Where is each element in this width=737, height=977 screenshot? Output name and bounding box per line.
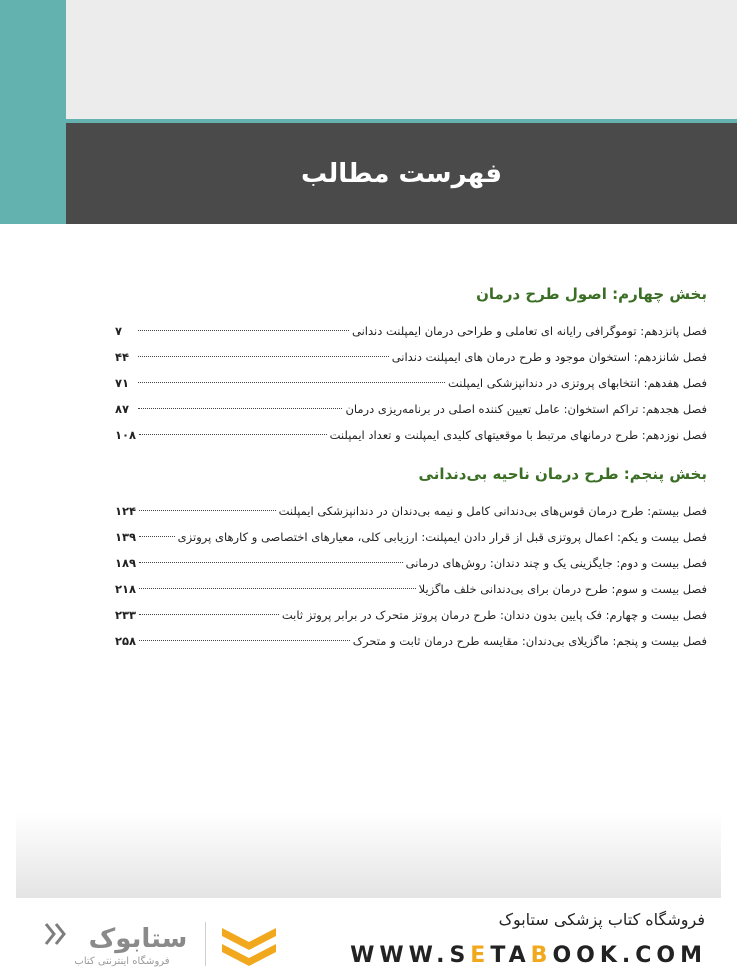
store-name: فروشگاه کتاب پزشکی ستابوک xyxy=(498,910,705,929)
toc-entry[interactable] xyxy=(115,396,707,422)
toc-entry[interactable] xyxy=(115,524,707,550)
entry-title: فصل بیست و دوم: جایگزینی یک و چند دندان: روش‌های درمانی xyxy=(405,556,707,570)
dot-leader xyxy=(139,510,276,511)
toc-entry[interactable] xyxy=(115,318,707,344)
title-banner xyxy=(66,123,737,224)
logo-text: ستابوک xyxy=(88,924,188,954)
entry-title: فصل بیست و پنجم: ماگزیلای بی‌دندان: مقایسه طرح درمان ثابت و متحرک xyxy=(352,634,707,648)
entry-title: فصل بیست و سوم: طرح درمان برای بی‌دندانی خلف ماگزیلا xyxy=(418,582,707,596)
entry-title: فصل بیست و یکم: اعمال پروتزی قبل از قرار دادن ایمپلنت: ارزیابی کلی، معیارهای اختصاصی و کارهای پروتزی xyxy=(177,530,707,544)
entry-title: فصل هجدهم: تراکم استخوان: عامل تعیین کننده اصلی در برنامه‌ریزی درمان xyxy=(345,402,707,416)
entry-title: فصل پانزدهم: توموگرافی رایانه ای تعاملی و طراحی درمان ایمپلنت دندانی xyxy=(351,324,707,338)
dot-leader xyxy=(138,330,349,331)
footer-banner xyxy=(0,898,737,977)
footer-fade xyxy=(16,812,721,898)
entry-title: فصل شانزدهم: استخوان موجود و طرح درمان های ایمپلنت دندانی xyxy=(391,350,707,364)
logo-divider xyxy=(205,922,206,966)
entry-page-number: ۲۵۸ xyxy=(115,634,137,648)
toc-entry[interactable] xyxy=(115,370,707,396)
book-chevron-icon xyxy=(218,918,280,968)
header-top-panel xyxy=(66,0,737,119)
toc-entry[interactable] xyxy=(115,628,707,654)
dot-leader xyxy=(138,356,389,357)
entry-title: فصل بیستم: طرح درمان قوس‌های بی‌دندانی کامل و نیمه بی‌دندان در دندانپزشکی ایمپلنت xyxy=(278,504,707,518)
store-url[interactable] xyxy=(350,943,707,968)
table-of-contents xyxy=(115,282,707,654)
entry-page-number: ۷۱ xyxy=(115,376,130,390)
section-title: بخش چهارم: اصول طرح درمان xyxy=(476,285,707,303)
entry-page-number: ۷ xyxy=(115,324,123,338)
dot-leader xyxy=(139,562,403,563)
entry-page-number: ۸۷ xyxy=(115,402,130,416)
entry-page-number: ۱۸۹ xyxy=(115,556,137,570)
logo-tagline: فروشگاه اینترنتی کتاب xyxy=(74,956,170,967)
toc-section-part5 xyxy=(115,462,707,654)
entry-title: فصل نوزدهم: طرح درمانهای مرتبط با موقعیتهای کلیدی ایمپلنت و تعداد ایمپلنت xyxy=(329,428,707,442)
entry-page-number: ۱۲۴ xyxy=(115,504,137,518)
toc-entry[interactable] xyxy=(115,422,707,448)
url-highlight: E xyxy=(470,943,491,968)
url-part: OOK.COM xyxy=(552,943,707,968)
dot-leader xyxy=(139,588,416,589)
url-part: WWW.S xyxy=(350,943,471,968)
entry-page-number: ۲۱۸ xyxy=(115,582,137,596)
entry-page-number: ۱۳۹ xyxy=(115,530,137,544)
url-part: TA xyxy=(490,943,531,968)
section-title: بخش پنجم: طرح درمان ناحیه بی‌دندانی xyxy=(418,465,707,483)
toc-entry[interactable] xyxy=(115,498,707,524)
dot-leader xyxy=(139,640,350,641)
entry-page-number: ۲۳۳ xyxy=(115,608,137,622)
toc-entry[interactable] xyxy=(115,576,707,602)
dot-leader xyxy=(138,382,445,383)
url-highlight: B xyxy=(530,943,553,968)
dot-leader xyxy=(138,408,342,409)
entry-title: فصل بیست و چهارم: فک پایین بدون دندان: طرح درمان پروتز متحرک در برابر پروتز ثابت xyxy=(281,608,707,622)
toc-entry[interactable] xyxy=(115,550,707,576)
entry-page-number: ۴۴ xyxy=(115,350,130,364)
entry-title: فصل هفدهم: انتخابهای پروتزی در دندانپزشکی ایمپلنت xyxy=(448,376,707,390)
toc-section-part4 xyxy=(115,282,707,448)
toc-entry[interactable] xyxy=(115,344,707,370)
dot-leader xyxy=(139,614,279,615)
toc-entry-list xyxy=(115,318,707,448)
dot-leader xyxy=(139,536,175,537)
entry-page-number: ۱۰۸ xyxy=(115,428,137,442)
page-title: فهرست مطالب xyxy=(301,158,502,189)
teal-accent-block xyxy=(0,0,66,224)
toc-entry[interactable] xyxy=(115,602,707,628)
dot-leader xyxy=(139,434,327,435)
setabook-logo[interactable] xyxy=(40,916,190,968)
toc-entry-list xyxy=(115,498,707,654)
